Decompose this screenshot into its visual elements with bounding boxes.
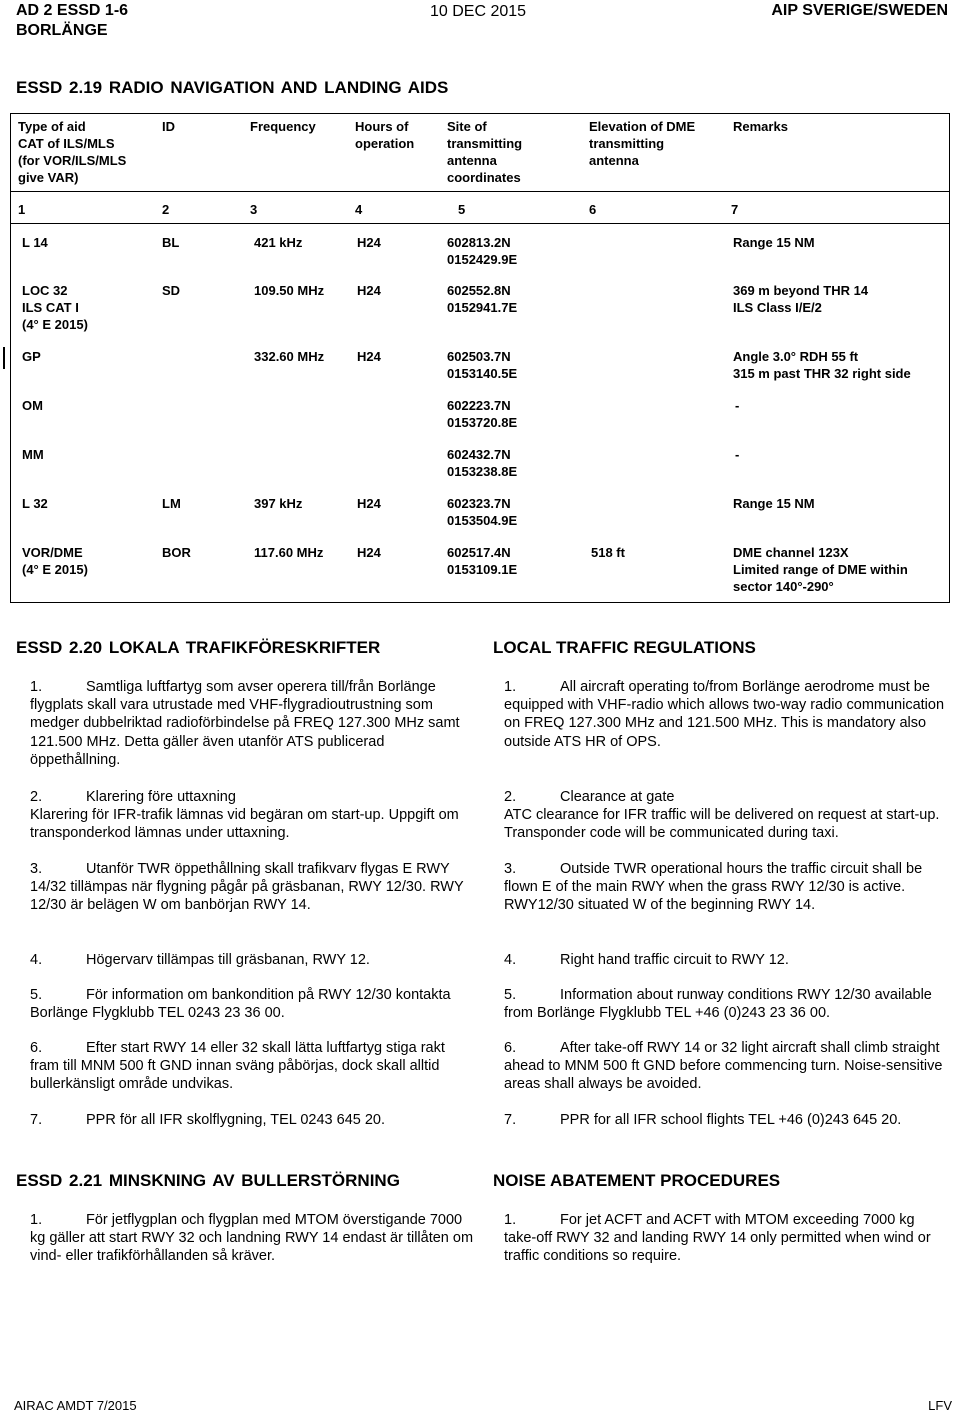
section-title: NOISE ABATEMENT PROCEDURES — [493, 1171, 781, 1190]
item-number: 6. — [504, 1040, 517, 1056]
table-cell: H24 — [357, 545, 381, 560]
item-text: For jet ACFT and ACFT with MTOM exceeding 7000 kg take-off RWY 32 and landing RWY 14 only permitted when wind or traffic conditions so require. — [504, 1212, 931, 1265]
item-number: 7. — [504, 1112, 517, 1128]
table-cell: Range 15 NM — [733, 235, 815, 250]
table-cell: 421 kHz — [254, 235, 303, 250]
item-number: 4. — [30, 952, 43, 968]
amendment-number: AIRAC AMDT 7/2015 — [14, 1398, 137, 1413]
item-number: 6. — [30, 1040, 43, 1056]
table-cell: 602813.2N 0152429.9E — [447, 235, 518, 267]
item-number: 4. — [504, 952, 517, 968]
section-title: ESSD 2.21 MINSKNING AV BULLERSTÖRNING — [16, 1171, 400, 1190]
section-title: ESSD 2.20 LOKALA TRAFIKFÖRESKRIFTER — [16, 638, 381, 657]
regulation-item — [30, 860, 475, 915]
table-cell: L 32 — [22, 496, 48, 511]
column-number: 2 — [162, 202, 170, 217]
item-number: 2. — [30, 789, 43, 805]
table-cell: H24 — [357, 235, 381, 250]
item-text: Utanför TWR öppethållning skall trafikvarv flygas E RWY 14/32 tillämpas när flygning pågår på gräsbanan, RWY 12/30. RWY 12/30 är belägen W om banbörjan RWY 14. — [30, 861, 464, 914]
table-cell: Range 15 NM — [733, 496, 815, 511]
column-header: Hours of operation — [355, 119, 415, 151]
item-text: PPR for all IFR school flights TEL +46 (0)243 645 20. — [560, 1112, 902, 1128]
item-text: Högervarv tillämpas till gräsbanan, RWY 12. — [86, 952, 370, 968]
item-number: 1. — [504, 679, 517, 695]
column-number: 4 — [355, 202, 363, 217]
regulation-item — [30, 951, 475, 969]
publication-name: AIP SVERIGE/SWEDEN — [771, 2, 948, 19]
column-number: 3 — [250, 202, 258, 217]
table-cell: 518 ft — [591, 545, 625, 560]
table-cell: GP — [22, 349, 41, 364]
doc-id: AD 2 ESSD 1-6 — [16, 2, 129, 19]
regulation-item — [504, 1111, 949, 1129]
table-cell: DME channel 123X Limited range of DME within sector 140°-290° — [733, 545, 908, 594]
table-cell: - — [735, 398, 740, 413]
item-text: Samtliga luftfartyg som avser operera till/från Borlänge flygplats skall vara utrustade med VHF-flygradioutrustning som medger dubbelriktad radioförbindelse på FREQ 127.300 MHz samt 121.500 MHz. Detta gäller även utanför ATS publicerad öppethållning. — [30, 679, 460, 768]
item-text: För jetflygplan och flygplan med MTOM överstigande 7000 kg gäller att start RWY 32 och landning RWY 14 endast är tillåten om vind- eller trafikförhållanden så kräver. — [30, 1212, 474, 1265]
table-cell: OM — [22, 398, 43, 413]
table-cell: 602223.7N 0153720.8E — [447, 398, 518, 430]
regulation-item — [504, 986, 949, 1022]
column-header: Remarks — [733, 119, 788, 134]
item-number: 5. — [30, 987, 43, 1003]
item-text: Clearance at gate ATC clearance for IFR traffic will be delivered on request at start-up. Transponder code will be communicated during taxi. — [504, 789, 940, 842]
section-title: ESSD 2.19 RADIO NAVIGATION AND LANDING AIDS — [16, 78, 449, 97]
table-cell: 602552.8N 0152941.7E — [447, 283, 518, 315]
item-text: Right hand traffic circuit to RWY 12. — [560, 952, 789, 968]
item-number: 5. — [504, 987, 517, 1003]
table-cell: 602432.7N 0153238.8E — [447, 447, 518, 479]
table-cell: H24 — [357, 496, 381, 511]
regulation-item — [504, 788, 949, 843]
change-bar — [3, 347, 5, 369]
noise-item — [504, 1211, 949, 1266]
authority: LFV — [928, 1398, 952, 1413]
table-cell: Angle 3.0° RDH 55 ft 315 m past THR 32 right side — [733, 349, 911, 381]
column-header: Type of aid CAT of ILS/MLS (for VOR/ILS/MLS give VAR) — [18, 119, 127, 185]
regulation-item — [504, 678, 949, 751]
item-number: 3. — [30, 861, 43, 877]
table-cell: 602323.7N 0153504.9E — [447, 496, 518, 528]
location: BORLÄNGE — [16, 22, 108, 39]
item-number: 1. — [30, 679, 43, 695]
noise-item — [30, 1211, 475, 1266]
table-cell: 109.50 MHz — [254, 283, 325, 298]
section-title: LOCAL TRAFFIC REGULATIONS — [493, 638, 756, 657]
item-text: After take-off RWY 14 or 32 light aircraft shall climb straight ahead to MNM 500 ft GND before commencing turn. Noise-sensitive areas shall always be avoided. — [504, 1040, 943, 1093]
table-cell: MM — [22, 447, 44, 462]
regulation-item — [504, 1039, 949, 1094]
regulation-item — [30, 1039, 475, 1094]
regulation-item — [30, 1111, 475, 1129]
item-text: All aircraft operating to/from Borlänge aerodrome must be equipped with VHF-radio which allows two-way radio communication on FREQ 127.300 MHz and 121.500 MHz. This is mandatory also outside ATS HR of OPS. — [504, 679, 945, 750]
item-number: 1. — [30, 1212, 43, 1228]
table-cell: 602517.4N 0153109.1E — [447, 545, 518, 577]
table-cell: SD — [162, 283, 181, 298]
column-number: 1 — [18, 202, 26, 217]
regulation-item — [30, 678, 475, 769]
table-cell: L 14 — [22, 235, 48, 250]
item-text: Information about runway conditions RWY 12/30 available from Borlänge Flygklubb TEL +46 (0)243 23 36 00. — [504, 987, 932, 1022]
regulation-item — [504, 951, 949, 969]
item-text: PPR för all IFR skolflygning, TEL 0243 645 20. — [86, 1112, 386, 1128]
item-text: Outside TWR operational hours the traffic circuit shall be flown E of the main RWY when the grass RWY 12/30 is active. RWY12/30 situated W of the beginning RWY 14. — [504, 861, 923, 914]
column-header: Frequency — [250, 119, 316, 134]
column-number: 5 — [458, 202, 466, 217]
table-cell: 602503.7N 0153140.5E — [447, 349, 518, 381]
column-header: Site of transmitting antenna coordinates — [447, 119, 523, 185]
table-cell: 397 kHz — [254, 496, 303, 511]
table-cell: LOC 32 ILS CAT I (4° E 2015) — [22, 283, 88, 332]
header-divider — [10, 191, 950, 192]
item-number: 1. — [504, 1212, 517, 1228]
column-number: 7 — [731, 202, 739, 217]
regulation-item — [504, 860, 949, 915]
table-cell: BL — [162, 235, 180, 250]
item-text: Klarering före uttaxning Klarering för IFR-trafik lämnas vid begäran om start-up. Uppgift om transponderkod lämnas under uttaxning. — [30, 789, 459, 842]
item-text: Efter start RWY 14 eller 32 skall lätta luftfartyg stiga rakt fram till MNM 500 ft GND innan sväng påbörjas, dock skall alltid bullerkänsligt område undvikas. — [30, 1040, 445, 1093]
table-cell: H24 — [357, 283, 381, 298]
table-cell: LM — [162, 496, 181, 511]
table-cell: 117.60 MHz — [254, 545, 324, 560]
table-cell: VOR/DME (4° E 2015) — [22, 545, 88, 577]
column-header: Elevation of DME transmitting antenna — [589, 119, 696, 168]
regulation-item — [30, 986, 475, 1022]
item-number: 7. — [30, 1112, 43, 1128]
item-number: 2. — [504, 789, 517, 805]
item-text: För information om bankondition på RWY 12/30 kontakta Borlänge Flygklubb TEL 0243 23 36 00. — [30, 987, 451, 1022]
table-cell: - — [735, 447, 740, 462]
column-number-divider — [10, 223, 950, 224]
table-cell: H24 — [357, 349, 381, 364]
table-cell: 369 m beyond THR 14 ILS Class I/E/2 — [733, 283, 869, 315]
regulation-item — [30, 788, 475, 843]
table-cell: BOR — [162, 545, 191, 560]
column-number: 6 — [589, 202, 597, 217]
table-cell: 332.60 MHz — [254, 349, 325, 364]
item-number: 3. — [504, 861, 517, 877]
issue-date: 10 DEC 2015 — [430, 3, 527, 20]
column-header: ID — [162, 119, 175, 134]
